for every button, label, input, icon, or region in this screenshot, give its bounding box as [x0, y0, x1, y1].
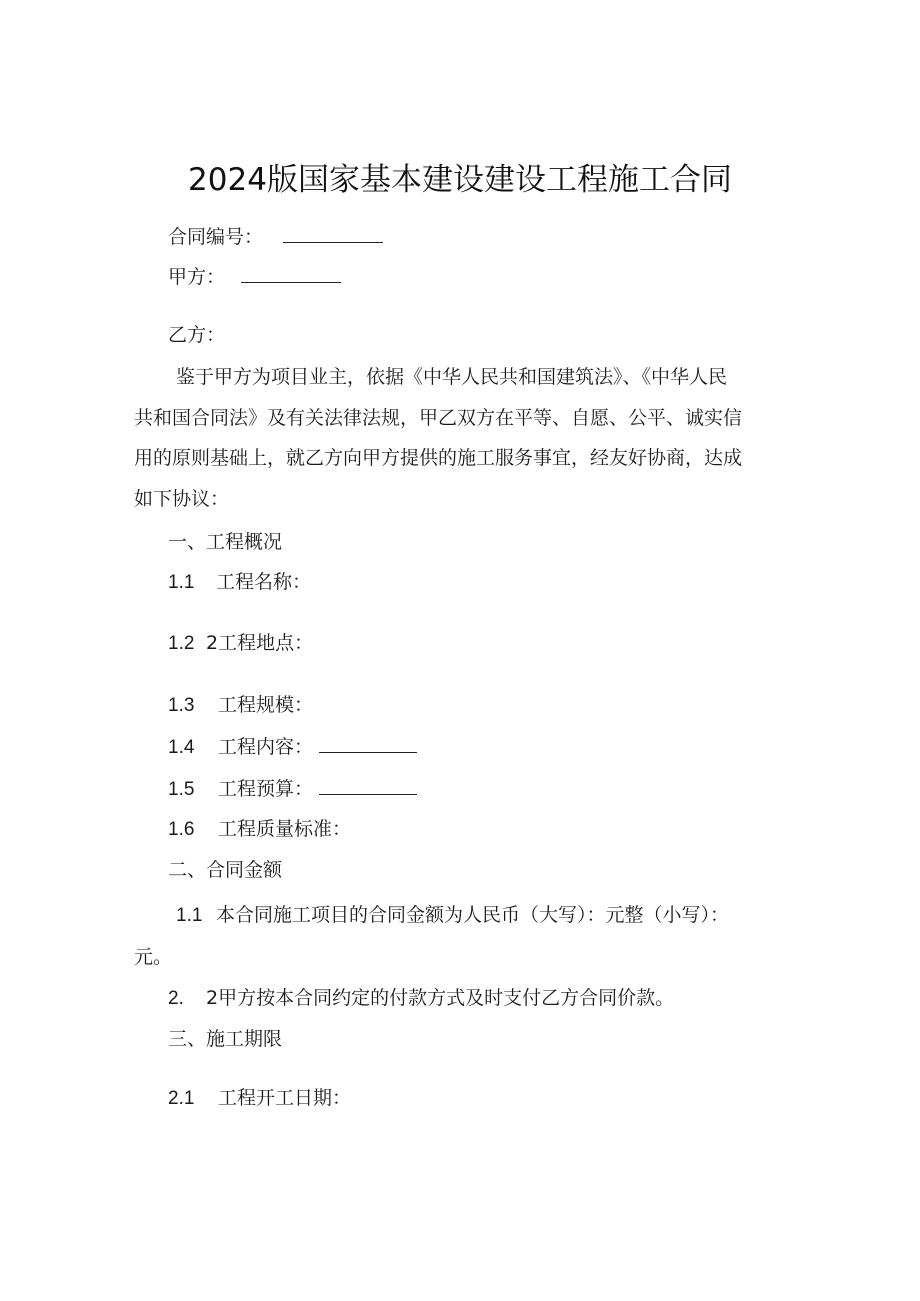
preamble-paragraph: [134, 357, 784, 519]
document-title: 2024版国家基本建设建设工程施工合同: [188, 162, 732, 198]
item-label: 工程内容：: [218, 736, 314, 758]
item-2-1-line2: 元。: [134, 945, 173, 968]
contract-number-blank: [283, 224, 383, 243]
preamble-line: 用的原则基础上，就乙方向甲方提供的施工服务事宜，经友好协商，达成: [134, 447, 743, 469]
item-1-1: [168, 570, 311, 595]
item-label: 工程开工日期：: [218, 1087, 352, 1109]
party-b-field: [168, 323, 225, 347]
item-1-6: [168, 817, 351, 842]
item-2-1-line1: [134, 895, 784, 937]
item-1-2: [168, 631, 313, 656]
item-number: 2.1: [168, 1088, 195, 1109]
contract-number-label: 合同编号：: [168, 226, 264, 248]
item-number: 2.: [168, 988, 184, 1009]
preamble-line: 鉴于甲方为项目业主，依据《中华人民共和国建筑法》、《中华人民: [176, 366, 728, 388]
item-number: 1.1: [176, 905, 203, 926]
section-1-heading: 一、工程概况: [168, 531, 283, 553]
item-number: 1.6: [168, 819, 195, 840]
item-label: 工程名称：: [216, 571, 312, 593]
item-1-3: [168, 693, 313, 718]
item-text: 本合同施工项目的合同金额为人民币（大写）：元整（小写）：: [216, 904, 730, 926]
item-number: 1.1: [168, 572, 195, 593]
party-a-blank: [241, 264, 341, 283]
item-3-1: [168, 1086, 351, 1111]
item-blank: [319, 776, 417, 795]
item-label: 工程预算：: [218, 778, 314, 800]
item-2-1: [134, 895, 784, 977]
party-a-label: 甲方：: [168, 266, 226, 288]
item-number: 1.3: [168, 695, 195, 716]
item-1-4: [168, 734, 417, 760]
item-1-5: [168, 776, 417, 802]
item-label: 工程规模：: [218, 694, 314, 716]
item-text: 2甲方按本合同约定的付款方式及时支付乙方合同价款。: [206, 987, 675, 1009]
section-3-heading: 三、施工期限: [168, 1028, 283, 1050]
section-2-heading: 二、合同金额: [168, 859, 283, 881]
contract-number-field: [168, 224, 383, 249]
item-label: 工程质量标准：: [218, 818, 352, 840]
item-number: 1.4: [168, 737, 195, 758]
preamble-line: 如下协议：: [134, 487, 230, 510]
item-number: 1.5: [168, 779, 195, 800]
item-number: 1.2: [168, 633, 195, 654]
party-b-label: 乙方：: [168, 324, 226, 346]
item-2-2: [168, 986, 674, 1011]
item-label: 2工程地点：: [206, 632, 314, 654]
party-a-field: [168, 264, 341, 289]
item-blank: [319, 734, 417, 753]
preamble-line: 共和国合同法》及有关法律法规，甲乙双方在平等、自愿、公平、诚实信: [134, 406, 743, 429]
